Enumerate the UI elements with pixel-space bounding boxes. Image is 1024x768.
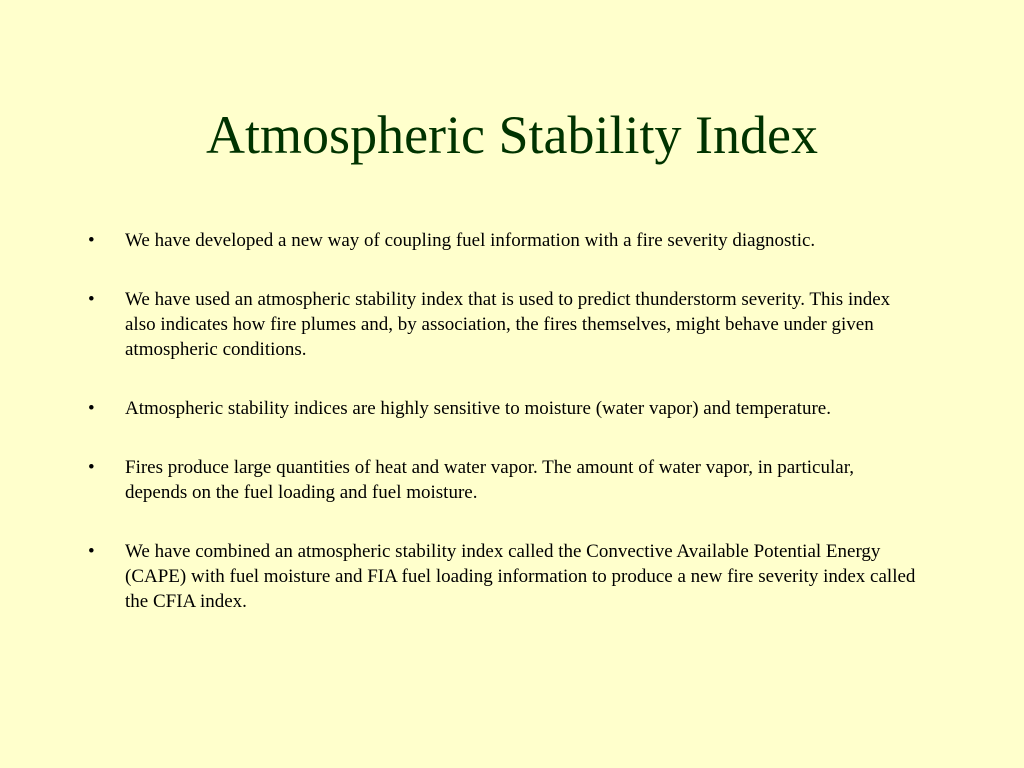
bullet-marker: • bbox=[88, 457, 95, 478]
bullet-item bbox=[88, 228, 918, 253]
bullet-text: We have developed a new way of coupling fuel information with a fire severity diagnostic. bbox=[125, 230, 816, 251]
bullet-item bbox=[88, 287, 918, 362]
bullet-list bbox=[88, 228, 918, 648]
bullet-marker: • bbox=[88, 541, 95, 562]
slide-title: Atmospheric Stability Index bbox=[206, 105, 818, 165]
bullet-text: Atmospheric stability indices are highly sensitive to moisture (water vapor) and temperature. bbox=[125, 398, 831, 419]
bullet-text: We have used an atmospheric stability index that is used to predict thunderstorm severity. This index also indicates how fire plumes and, by association, the fires themselves, might behave under given atmospheric conditions. bbox=[125, 289, 891, 360]
bullet-marker: • bbox=[88, 398, 95, 419]
bullet-item bbox=[88, 455, 918, 505]
bullet-text: Fires produce large quantities of heat and water vapor. The amount of water vapor, in particular, depends on the fuel loading and fuel moisture. bbox=[125, 457, 855, 503]
bullet-item bbox=[88, 539, 918, 614]
bullet-marker: • bbox=[88, 230, 95, 251]
bullet-text: We have combined an atmospheric stability index called the Convective Available Potential Energy (CAPE) with fuel moisture and FIA fuel loading information to produce a new fire severity index called the CFIA index. bbox=[125, 541, 916, 612]
bullet-item bbox=[88, 396, 918, 421]
bullet-marker: • bbox=[88, 289, 95, 310]
